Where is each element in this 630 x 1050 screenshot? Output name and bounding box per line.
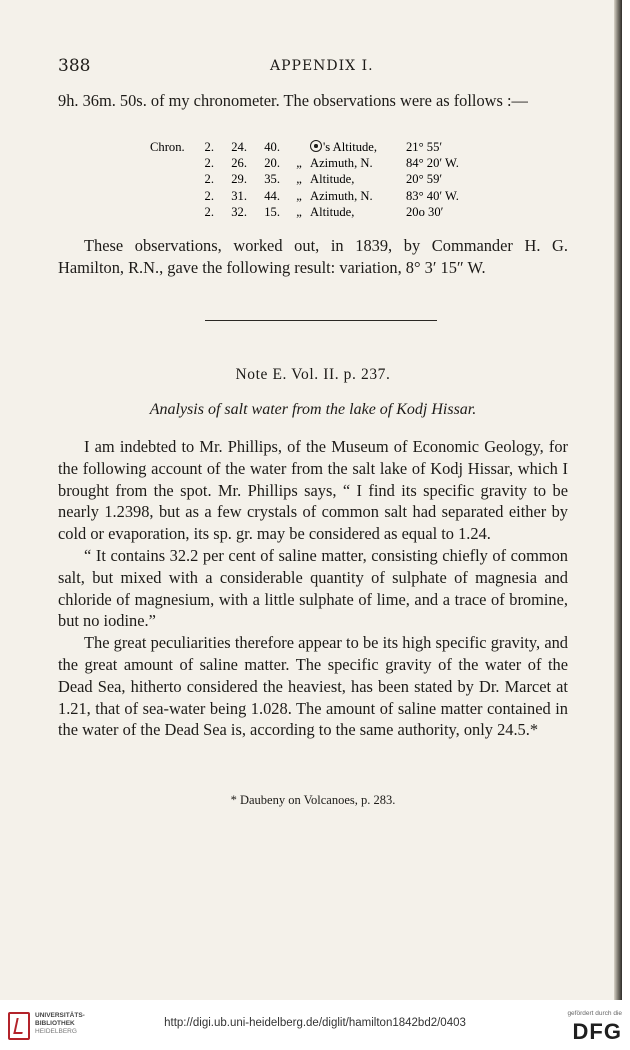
hours-cell: 2. <box>204 156 214 171</box>
observation-type-text: 's Altitude, <box>323 140 378 154</box>
page-number: 388 <box>58 56 91 76</box>
seconds-cell: 15. <box>264 204 280 219</box>
observation-type-text: Azimuth, N. <box>310 188 373 203</box>
row-label: Chron. <box>150 140 185 154</box>
row-label <box>150 204 196 220</box>
observation-value: 20° 59′ <box>406 172 443 187</box>
observation-type <box>310 155 406 171</box>
ditto-mark: „ <box>296 188 302 203</box>
observation-type-text: Altitude, <box>310 204 355 219</box>
observation-row <box>150 171 492 187</box>
note-subheading: Analysis of salt water from the lake of Kodj Hissar. <box>149 401 477 418</box>
observations-table <box>150 139 492 220</box>
permalink-url[interactable]: http://digi.ub.uni-heidelberg.de/diglit/hamilton1842bd2/0403 <box>164 1017 466 1029</box>
observation-row <box>150 188 492 204</box>
intro-paragraph: 9h. 36m. 50s. of my chronometer. The observations were as follows :— <box>58 91 528 110</box>
running-head <box>58 56 568 80</box>
running-title: APPENDIX I. <box>270 58 374 74</box>
observation-row <box>150 139 492 155</box>
hours-cell: 2. <box>204 172 214 187</box>
note-body <box>58 436 568 741</box>
funding-note: gefördert durch die <box>567 1010 622 1017</box>
seconds-cell: 20. <box>264 156 280 171</box>
logo-line: HEIDELBERG <box>35 1028 77 1035</box>
row-label <box>150 155 196 171</box>
seconds-cell: 44. <box>264 188 280 203</box>
footnote: * Daubeny on Volcanoes, p. 283. <box>230 793 396 807</box>
ditto-mark <box>280 139 310 155</box>
page-edge-shadow <box>614 0 622 1000</box>
section-divider <box>205 320 437 321</box>
dfg-logo: DFG <box>572 1019 622 1044</box>
observation-type <box>310 139 406 155</box>
observation-row <box>150 155 492 171</box>
observation-type <box>310 188 406 204</box>
observation-value: 20o 30′ <box>406 204 444 219</box>
minutes-cell: 29. <box>231 172 247 187</box>
minutes-cell: 26. <box>231 156 247 171</box>
logo-line: BIBLIOTHEK <box>35 1020 75 1027</box>
body-paragraph: The great peculiarities therefore appear to be its high specific gravity, and the great amount of saline matter. The specific gravity of the water of the Dead Sea, hitherto considered the heaviest, has been stated by Dr. Marcet at 1.21, that of sea-water being 1.028. The amount of saline matter contained in the water of the Dead Sea is, according to the same authority, only 24.5.* <box>58 633 568 740</box>
ditto-mark: „ <box>296 204 302 219</box>
logo-line: UNIVERSITÄTS- <box>35 1012 85 1019</box>
hours-cell: 2. <box>204 204 214 219</box>
sun-symbol-icon <box>310 140 322 152</box>
observation-type-text: Azimuth, N. <box>310 156 373 171</box>
hours-cell: 2. <box>204 140 214 154</box>
seconds-cell: 40. <box>264 140 280 154</box>
row-label <box>150 188 196 204</box>
observation-value: 83° 40′ W. <box>406 188 459 203</box>
ditto-mark: „ <box>296 156 302 171</box>
minutes-cell: 31. <box>231 188 247 203</box>
observation-value: 84° 20′ W. <box>406 156 459 171</box>
seconds-cell: 35. <box>264 172 280 187</box>
observation-value: 21° 55′ <box>406 140 443 154</box>
body-paragraph: “ It contains 32.2 per cent of saline matter, consisting chiefly of common salt, but mixed with a considerable quantity of sulphate of magnesia and chloride of magnesium, with a little sulphate of lime, and a trace of bromine, but no iodine.” <box>58 545 568 631</box>
result-paragraph: These observations, worked out, in 1839, by Commander H. G. Hamilton, R.N., gave the following result: variation, 8° 3′ 15″ W. <box>58 236 568 277</box>
note-heading: Note E. Vol. II. p. 237. <box>235 366 391 383</box>
observation-type <box>310 204 406 220</box>
body-paragraph: I am indebted to Mr. Phillips, of the Museum of Economic Geology, for the following account of the water from the salt lake of Kodj Hissar, which I brought from the spot. Mr. Phillips says, “ I find its specific gravity to be nearly 1.2398, but as a few crystals of common salt had separated either by cold or evaporation, its sp. gr. may be considered as equal to 1.24. <box>58 437 568 544</box>
observation-type <box>310 171 406 187</box>
observation-row <box>150 204 492 220</box>
row-label <box>150 171 196 187</box>
ditto-mark: „ <box>296 172 302 187</box>
viewer-footer <box>0 1000 630 1050</box>
hours-cell: 2. <box>204 188 214 203</box>
minutes-cell: 32. <box>231 204 247 219</box>
minutes-cell: 24. <box>231 140 247 154</box>
observation-type-text: Altitude, <box>310 172 355 187</box>
